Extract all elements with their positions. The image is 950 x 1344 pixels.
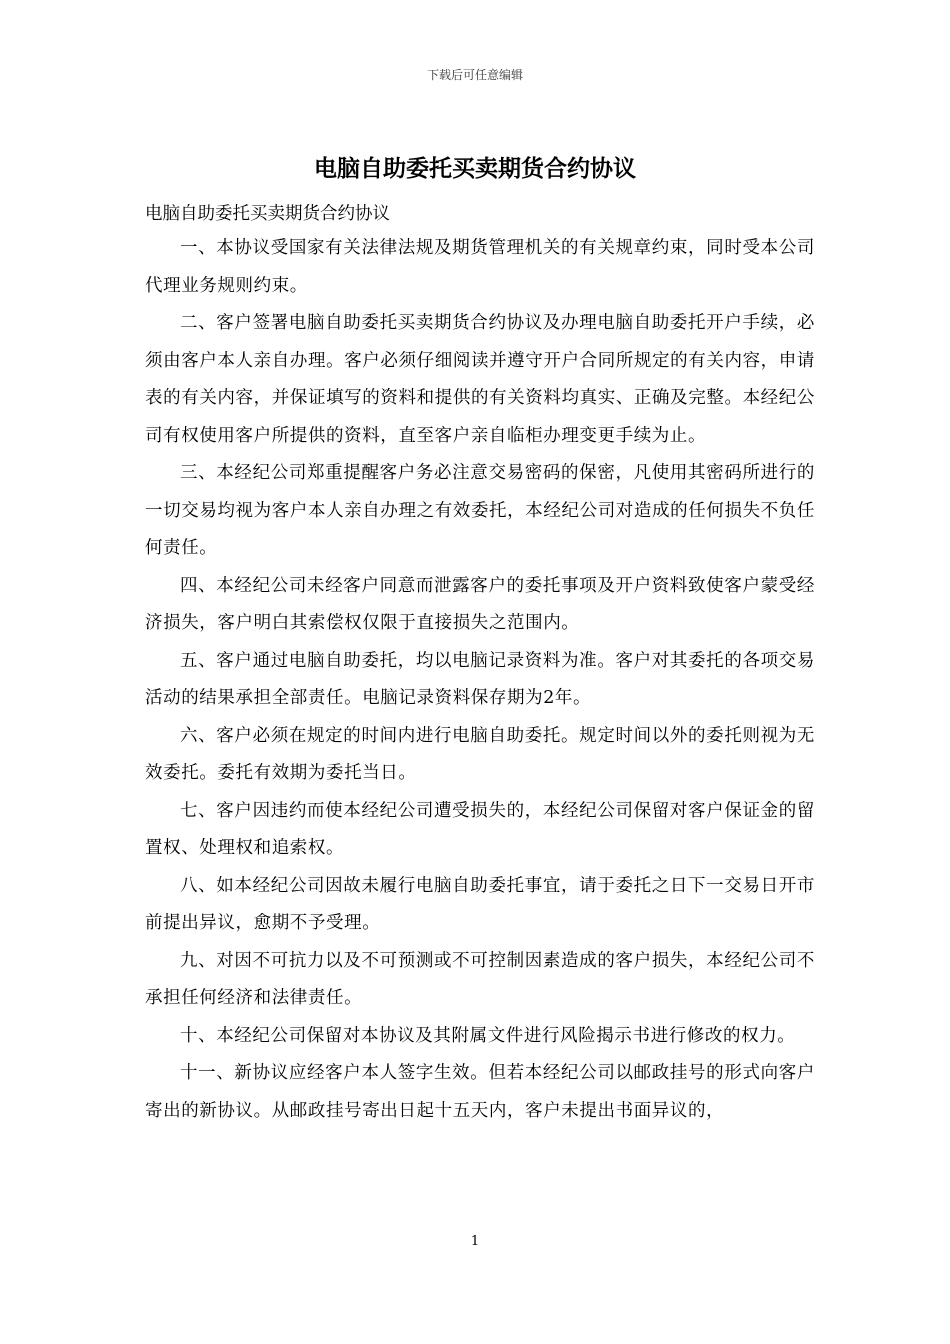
- document-title: 电脑自助委托买卖期货合约协议: [314, 156, 636, 182]
- page-number: 1: [470, 1234, 480, 1249]
- clause-paragraph-10: 十、本经纪公司保留对本协议及其附属文件进行风险揭示书进行修改的权力。: [180, 1025, 796, 1046]
- clause-paragraph-5: 五、客户通过电脑自助委托，均以电脑记录资料为准。客户对其委托的各项交易活动的结果承担全部责任。电脑记录资料保存期为2年。: [145, 650, 815, 708]
- clause-paragraph-3: 三、本经纪公司郑重提醒客户务必注意交易密码的保密，凡使用其密码所进行的一切交易均视为客户本人亲自办理之有效委托，本经纪公司对造成的任何损失不负任何责任。: [145, 463, 815, 558]
- clause-paragraph-11: 十一、新协议应经客户本人签字生效。但若本经纪公司以邮政挂号的形式向客户寄出的新协议。从邮政挂号寄出日起十五天内，客户未提出书面异议的，: [145, 1063, 815, 1121]
- clause-paragraph-1: 一、本协议受国家有关法律法规及期货管理机关的有关规章约束，同时受本公司代理业务规则约束。: [145, 238, 815, 296]
- document-body: [145, 198, 815, 1130]
- clause-paragraph-6: 六、客户必须在规定的时间内进行电脑自助委托。规定时间以外的委托则视为无效委托。委托有效期为委托当日。: [145, 725, 815, 783]
- clause-paragraph-2: 二、客户签署电脑自助委托买卖期货合约协议及办理电脑自助委托开户手续，必须由客户本人亲自办理。客户必须仔细阅读并遵守开户合同所规定的有关内容，申请表的有关内容，并保证填写的资料和提供的有关资料均真实、正确及完整。本经纪公司有权使用客户所提供的资料，直至客户亲自临柜办理变更手续为止。: [145, 313, 815, 446]
- clause-paragraph-4: 四、本经纪公司未经客户同意而泄露客户的委托事项及开户资料致使客户蒙受经济损失，客户明白其索偿权仅限于直接损失之范围内。: [145, 575, 815, 633]
- clause-paragraph-8: 八、如本经纪公司因故未履行电脑自助委托事宜，请于委托之日下一交易日开市前提出异议，愈期不予受理。: [145, 875, 815, 933]
- clause-paragraph-9: 九、对因不可抗力以及不可预测或不可控制因素造成的客户损失，本经纪公司不承担任何经济和法律责任。: [145, 950, 815, 1008]
- header-note: 下载后可任意编辑: [426, 68, 523, 82]
- clause-paragraph-7: 七、客户因违约而使本经纪公司遭受损失的，本经纪公司保留对客户保证金的留置权、处理权和追索权。: [145, 800, 815, 858]
- document-subtitle: 电脑自助委托买卖期货合约协议: [145, 204, 390, 224]
